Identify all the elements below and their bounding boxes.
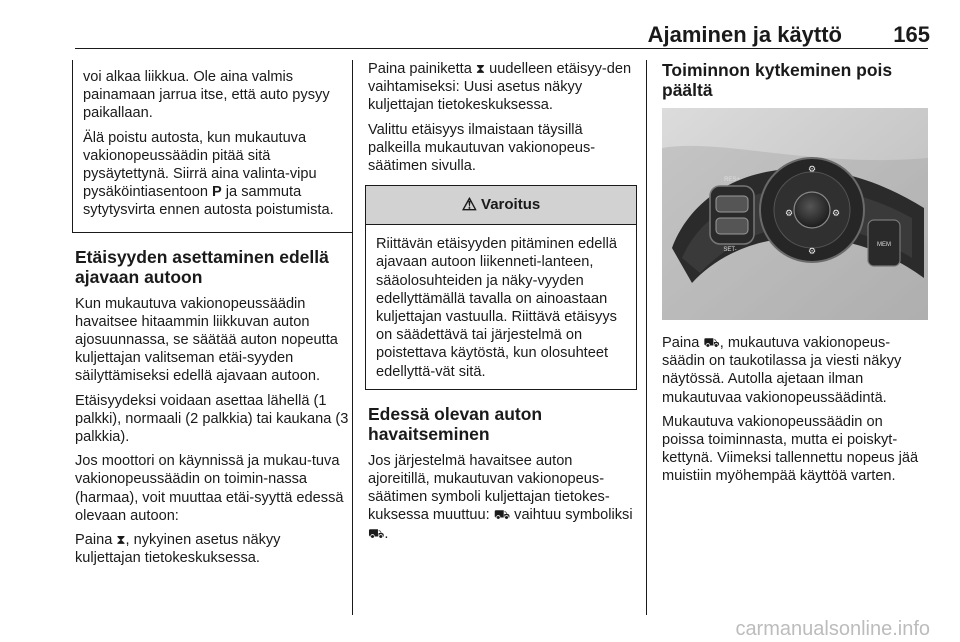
mem-label: MEM <box>877 242 891 248</box>
gap-distance-icon: ⧗ <box>475 61 486 76</box>
header-rule <box>75 48 928 49</box>
watermark: carmanualsonline.info <box>735 618 930 640</box>
note-paragraph: voi alkaa liikkua. Ole aina valmis painamaan jarrua itse, että auto pysyy paikallaan. <box>83 69 330 122</box>
vehicle-ahead-icon: ⛟ <box>493 507 511 523</box>
page-number: 165 <box>893 22 930 47</box>
column-divider-2 <box>646 60 647 615</box>
svg-text:⚙: ⚙ <box>831 209 841 219</box>
column-1 <box>75 60 350 573</box>
cruise-control-icon: ⛟ <box>703 335 720 350</box>
svg-text:⚙: ⚙ <box>784 209 794 219</box>
body-paragraph: Mukautuva vakionopeussäädin on poissa toiminnasta, mutta ei poiskyt-kettynä. Viimeksi tallennettu nopeus jää muistiin myöhempää käyttöä varten. <box>662 413 919 485</box>
section-heading: Toiminnon kytkeminen pois päältä <box>662 60 893 100</box>
note-paragraph: Älä poistu autosta, kun mukautuva vakionopeussäädin pitää sitä pysäytettynä. Siirrä aina valinta-vipu pysäköintiasentoon P ja sammuta sytytysvirta ennen autosta poistumista. <box>83 129 334 219</box>
svg-text:⚙: ⚙ <box>807 247 817 257</box>
column-2 <box>368 60 634 549</box>
page-header <box>0 0 960 56</box>
warning-header <box>366 186 636 225</box>
res-label: RES+ <box>724 177 740 183</box>
body-paragraph: Valittu etäisyys ilmaistaan täysillä palkeilla mukautuvan vakionopeus-säätimen sivulla. <box>368 121 596 175</box>
section-heading: Etäisyyden asettaminen edellä ajavaan autoon <box>75 246 329 287</box>
body-paragraph: Etäisyydeksi voidaan asettaa lähellä (1 palkki), normaali (2 palkkia) tai kaukana (3 palkkia). <box>75 392 349 446</box>
warning-text: Riittävän etäisyyden pitäminen edellä ajavaan autoon liikenneti-lanteen, sääolosuhteiden ja näky-vyyden edellyttämällä tavalla on ainoastaan kuljettajan vastuulla. Riittävä etäisyys on säädettävä tai järjestelmä on poistettava käytöstä, kun olosuhteet edellyttä-vät sitä. <box>376 236 617 380</box>
body-paragraph: Kun mukautuva vakionopeussäädin havaitsee hitaammin liikkuvan auton ajosuunnassa, se säätää auton nopeutta kuljettajan valitseman etäi-syyden säilyttämiseksi edellä ajavaan autoon. <box>75 295 338 385</box>
body-paragraph: Paina ⛟, mukautuva vakionopeus-säädin on taukotilassa ja viesti näkyy näytössä. Autolla ajetaan ilman mukautuvaa vakionopeussäädintä. <box>662 335 902 406</box>
body-paragraph: Jos järjestelmä havaitsee auton ajoreitillä, mukautuvan vakionopeus-säätimen symboli kuljettajan tietokes-kuksessa muuttuu: ⛟ vaihtuu symboliksi ⛟. <box>368 452 633 542</box>
section-title: Ajaminen ja käyttö <box>647 22 842 47</box>
caution-note-box <box>72 60 353 233</box>
warning-title: Varoitus <box>481 196 541 214</box>
warning-box <box>365 185 637 390</box>
steering-wheel-controls-image <box>662 108 928 320</box>
body-paragraph: Jos moottori on käynnissä ja mukau-tuva vakionopeussäädin on toimin-nassa (harmaa), voit muuttaa etäi-syyttä edessä olevaan autoon: <box>75 453 344 524</box>
body-paragraph: Paina painiketta ⧗ uudelleen etäisyy-den vaihtamiseksi: Uusi asetus näkyy kuljettajan tietokeskuksessa. <box>368 61 632 114</box>
column-3 <box>662 60 928 492</box>
svg-text:⚙: ⚙ <box>807 165 817 175</box>
body-paragraph: Paina ⧗, nykyinen asetus näkyy kuljettajan tietokeskuksessa. <box>75 532 281 567</box>
vehicle-detected-icon: ⛟ <box>368 525 385 541</box>
set-label: SET- <box>723 247 737 253</box>
gap-distance-icon: ⧗ <box>116 532 126 548</box>
section-heading: Edessä olevan auton havaitseminen <box>368 403 543 444</box>
warning-icon: ⚠ <box>461 195 478 215</box>
